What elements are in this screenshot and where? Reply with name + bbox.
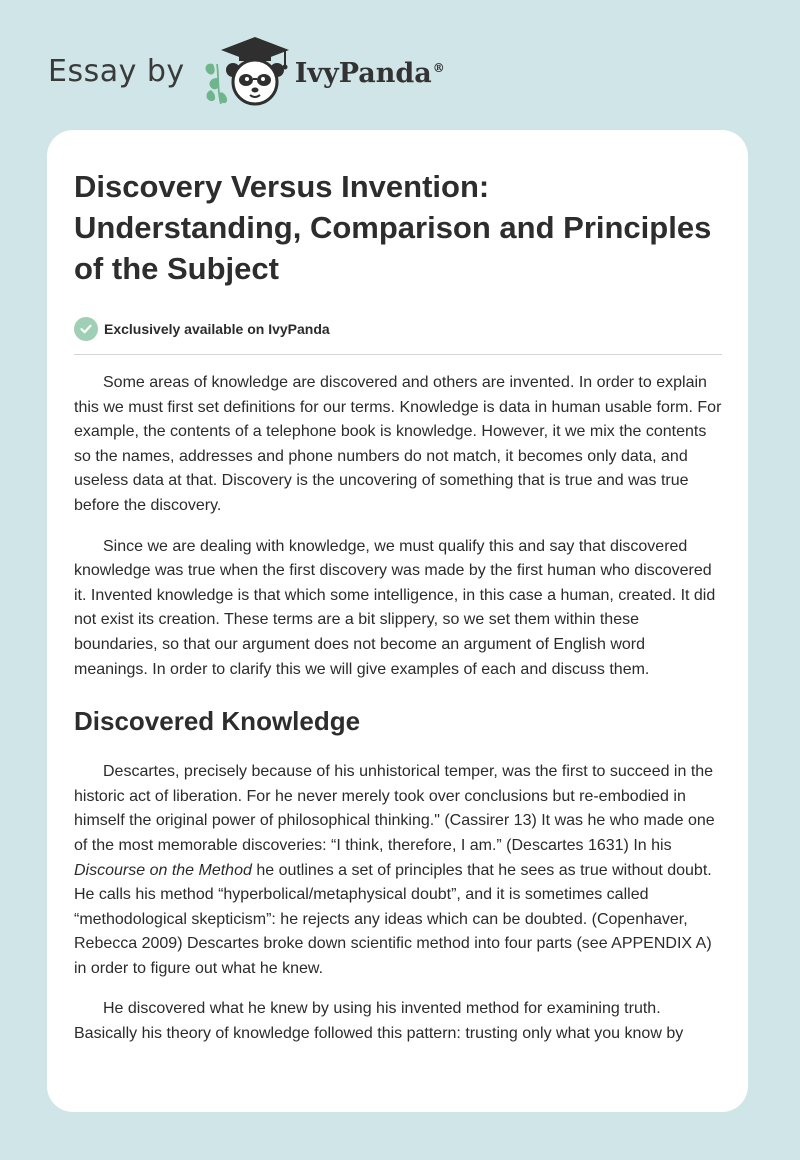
section-heading: Discovered Knowledge xyxy=(74,706,361,737)
paragraph-3: Descartes, precisely because of his unhistorical temper, was the first to succeed in the historic act of liberation. For he never merely took over conclusions but re-embodied in himself the original power of philosophical thinking." (Cassirer 13) It was he who made one of the most memorable discoveries: “I think, therefore, I am.” (Descartes 1631) In his Discourse on the Method he outlines a set of principles that he sees as true without doubt. He calls his method “hyperbolical/metaphysical doubt”, and it is sometimes called “methodological skepticism”: he rejects any ideas which can be doubted. (Copenhaver, Rebecca 2009) Descartes broke down scientific method into four parts (see APPENDIX A) in order to figure out what he knew. xyxy=(74,763,715,977)
site-header xyxy=(48,36,445,106)
paragraph-4: He discovered what he knew by using his invented method for examining truth. Basically his theory of knowledge followed this pattern: trusting only what you know by xyxy=(74,1000,684,1043)
check-circle-icon xyxy=(74,317,98,341)
exclusive-badge-label: Exclusively available on IvyPanda xyxy=(104,321,330,337)
exclusive-badge xyxy=(74,316,722,342)
essay-card xyxy=(47,130,748,1112)
essay-by-label: Essay by xyxy=(48,53,185,89)
book-title: Discourse on the Method xyxy=(74,861,252,879)
page-title: Discovery Versus Invention: Understanding, Comparison and Principles of the Subject xyxy=(74,169,712,286)
panda-graduate-icon[interactable] xyxy=(199,34,293,108)
paragraph-2: Since we are dealing with knowledge, we must qualify this and say that discovered knowledge was true when the first discovery was made by the first human who discovered it. Invented knowledge is that which some intelligence, in this case a human, created. It did not exist its creation. These terms are a bit slippery, so we set them within these boundaries, so that our argument does not become an argument of English word meanings. In order to clarify this we will give examples of each and discuss them. xyxy=(74,537,716,678)
essay-content xyxy=(74,166,722,1047)
divider xyxy=(74,354,722,355)
paragraph-1: Some areas of knowledge are discovered and others are invented. In order to explain this we must first set definitions for our terms. Knowledge is data in human usable form. For example, the contents of a telephone book is knowledge. However, it we mix the contents so the names, addresses and phone numbers do not match, it becomes only data, and useless data at that. Discovery is the uncovering of something that is true and was true before the discovery. xyxy=(74,374,722,514)
brand-name[interactable]: IvyPanda® xyxy=(294,57,445,89)
